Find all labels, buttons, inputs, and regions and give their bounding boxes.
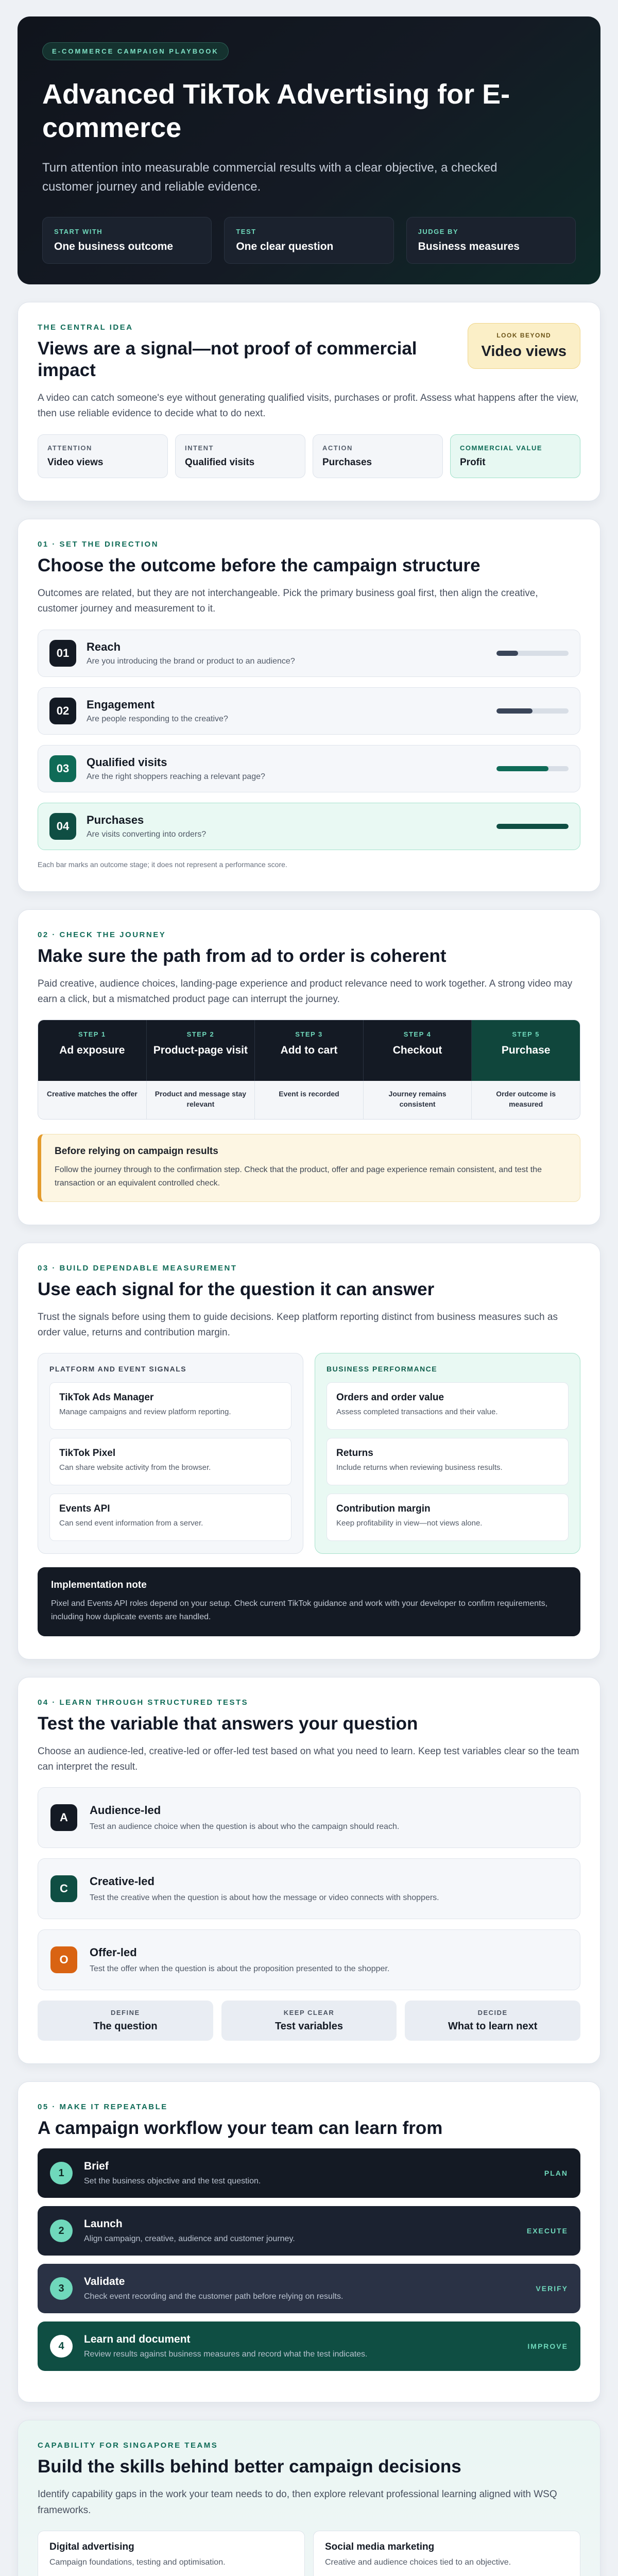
journey-step-label: Add to cart — [280, 1044, 338, 1057]
workflow-step-launch — [38, 2206, 580, 2256]
loop-value: Test variables — [275, 2021, 343, 2032]
journey-step-5 — [472, 1020, 580, 1081]
outcome-stage-bar — [496, 651, 569, 656]
journey-step-1 — [38, 1020, 147, 1081]
test-desc: Test the offer when the question is about the proposition presented to the shopper. — [90, 1964, 390, 1974]
journey-step-4 — [364, 1020, 472, 1081]
outcome-desc: Are people responding to the creative? — [87, 714, 228, 723]
workflow-section — [18, 2081, 600, 2402]
journey-step-label: Ad exposure — [59, 1044, 125, 1057]
section-lead: Trust the signals before using them to guide decisions. Keep platform reporting distinct from business measures such as order value, returns and contribution margin. — [38, 1311, 558, 1338]
loop-label: KEEP CLEAR — [283, 2009, 335, 2017]
step-title: Launch — [84, 2218, 123, 2230]
outcome-stage-bar — [496, 824, 569, 829]
step-number: 3 — [50, 2277, 73, 2300]
journey-step-label: Checkout — [392, 1044, 442, 1057]
section-lead: Identify capability gaps in the work your team needs to do, then explore relevant professional learning aligned with WSQ frameworks. — [38, 2489, 557, 2516]
outcome-desc: Are visits converting into orders? — [87, 829, 207, 839]
section-eyebrow: THE CENTRAL IDEA — [38, 323, 133, 332]
loop-step-define — [38, 2001, 213, 2041]
section-eyebrow: 02 · CHECK THE JOURNEY — [38, 930, 166, 939]
outcome-stage-fill — [496, 824, 569, 829]
journey-step-number: STEP 5 — [512, 1030, 540, 1039]
value-funnel — [38, 434, 580, 478]
outcome-desc: Are the right shoppers reaching a relevant page? — [87, 772, 265, 781]
warning-callout — [38, 1134, 580, 1201]
outcome-title: Qualified visits — [87, 755, 167, 769]
section-lead: Choose an audience-led, creative-led or offer-led test based on what you need to learn. Keep test variables clear so the team can interpret the result. — [38, 1745, 579, 1772]
step-number: 1 — [50, 2162, 73, 2184]
section-title: Choose the outcome before the campaign structure — [38, 555, 480, 575]
workflow-step-learn — [38, 2321, 580, 2371]
step-number: 2 — [50, 2219, 73, 2242]
outcome-stage-fill — [496, 651, 518, 656]
outcome-number: 04 — [49, 813, 76, 840]
loop-label: DECIDE — [477, 2009, 508, 2017]
loop-label: DEFINE — [111, 2009, 140, 2017]
test-creative-led — [38, 1858, 580, 1919]
skill-desc: Campaign foundations, testing and optimisation. — [49, 2558, 226, 2567]
section-eyebrow: CAPABILITY FOR SINGAPORE TEAMS — [38, 2441, 218, 2450]
hero-stat-value: One business outcome — [54, 240, 174, 252]
outcome-title: Engagement — [87, 698, 155, 711]
measure-title: Returns — [336, 1448, 373, 1459]
loop-value: The question — [93, 2021, 158, 2032]
loop-step-decide — [405, 2001, 580, 2041]
warning-desc: Follow the journey through to the confirmation step. Check that the product, offer and page experience remain consistent, and test the transaction or an equivalent controlled check. — [55, 1165, 542, 1188]
section-title: Test the variable that answers your question — [38, 1713, 418, 1734]
funnel-label: ACTION — [322, 444, 353, 452]
outcome-title: Purchases — [87, 813, 144, 826]
journey-step-number: STEP 1 — [78, 1030, 106, 1039]
signal-item — [49, 1382, 291, 1430]
playbook-pill: E-COMMERCE CAMPAIGN PLAYBOOK — [42, 42, 229, 60]
test-letter: O — [50, 1946, 77, 1973]
central-idea-section — [18, 302, 600, 501]
outcome-list — [38, 630, 580, 850]
journey-check: Journey remains consistent — [364, 1081, 472, 1119]
test-title: Audience-led — [90, 1804, 161, 1817]
measure-desc: Keep profitability in view—not views alone. — [336, 1519, 483, 1528]
hero-stat-test — [224, 217, 393, 264]
outcome-number: 02 — [49, 698, 76, 724]
journey-table — [38, 1020, 580, 1120]
journey-step-2 — [147, 1020, 255, 1081]
column-heading: PLATFORM AND EVENT SIGNALS — [49, 1365, 187, 1374]
measure-title: Contribution margin — [336, 1503, 431, 1515]
signal-title: TikTok Ads Manager — [59, 1392, 154, 1403]
section-lead: A video can catch someone's eye without generating qualified visits, purchases or profit. Assess what happens after the view, then use reliable evidence to decide what to do next. — [38, 393, 579, 419]
skill-desc: Creative and audience choices tied to an objective. — [325, 2558, 511, 2567]
test-desc: Test the creative when the question is about how the message or video connects with shoppers. — [90, 1893, 439, 1903]
section-title: Build the skills behind better campaign decisions — [38, 2456, 461, 2477]
skills-section — [18, 2420, 600, 2576]
signal-desc: Can share website activity from the browser. — [59, 1463, 211, 1472]
hero-stat-value: One clear question — [236, 240, 334, 252]
step-number: 4 — [50, 2335, 73, 2358]
signal-item — [49, 1494, 291, 1541]
structured-tests-section — [18, 1677, 600, 2064]
signal-desc: Manage campaigns and review platform reporting. — [59, 1408, 231, 1417]
section-lead: Outcomes are related, but they are not interchangeable. Pick the primary business goal first, then align the creative, customer journey and measurement to it. — [38, 587, 538, 615]
hero-stat-label: JUDGE BY — [418, 227, 459, 235]
journey-step-label: Purchase — [501, 1044, 551, 1057]
implementation-note — [38, 1567, 580, 1636]
funnel-stage-action — [313, 434, 443, 478]
step-tag: IMPROVE — [527, 2342, 568, 2351]
journey-step-number: STEP 2 — [186, 1030, 215, 1039]
section-title: A campaign workflow your team can learn from — [38, 2118, 443, 2139]
funnel-label: INTENT — [185, 444, 214, 452]
journey-step-label: Product-page visit — [153, 1044, 248, 1057]
journey-check: Product and message stay relevant — [147, 1081, 255, 1119]
hero-stats — [42, 217, 576, 264]
signal-title: Events API — [59, 1503, 110, 1515]
step-tag: PLAN — [544, 2169, 568, 2178]
section-title: Make sure the path from ad to order is coherent — [38, 945, 447, 966]
look-beyond-badge — [468, 323, 581, 369]
outcome-stage-fill — [496, 708, 533, 714]
outcome-title: Reach — [87, 640, 121, 653]
set-direction-section — [18, 519, 600, 892]
test-letter: A — [50, 1804, 77, 1831]
step-tag: EXECUTE — [526, 2227, 568, 2235]
outcome-number: 03 — [49, 755, 76, 782]
journey-step-3 — [255, 1020, 364, 1081]
hero-stat-start — [42, 217, 212, 264]
loop-step-keep-clear — [221, 2001, 397, 2041]
measure-item — [327, 1494, 569, 1541]
outcome-number: 01 — [49, 640, 76, 667]
skill-title: Social media marketing — [325, 2541, 435, 2553]
section-eyebrow: 04 · LEARN THROUGH STRUCTURED TESTS — [38, 1698, 249, 1707]
hero-banner — [18, 16, 600, 284]
signal-desc: Can send event information from a server. — [59, 1519, 203, 1528]
test-audience-led — [38, 1787, 580, 1848]
journey-check: Creative matches the offer — [38, 1081, 147, 1119]
funnel-value: Profit — [460, 456, 486, 468]
outcome-desc: Are you introducing the brand or product to an audience? — [87, 656, 295, 666]
business-performance-column — [315, 1353, 580, 1554]
section-eyebrow: 03 · BUILD DEPENDABLE MEASUREMENT — [38, 1263, 237, 1273]
skill-title: Digital advertising — [49, 2541, 134, 2553]
skill-card — [313, 2531, 580, 2576]
skill-card — [38, 2531, 305, 2576]
step-title: Brief — [84, 2160, 109, 2173]
step-desc: Review results against business measures and record what the test indicates. — [84, 2350, 368, 2359]
funnel-label: COMMERCIAL VALUE — [460, 444, 543, 452]
hero-stat-judge — [406, 217, 576, 264]
check-journey-section — [18, 909, 600, 1225]
section-title: Use each signal for the question it can answer — [38, 1279, 435, 1299]
funnel-value: Qualified visits — [185, 456, 255, 468]
warning-title: Before relying on campaign results — [55, 1146, 218, 1157]
outcome-note: Each bar marks an outcome stage; it does not represent a performance score. — [38, 860, 287, 869]
workflow-step-brief — [38, 2148, 580, 2198]
badge-value: Video views — [481, 343, 566, 360]
page-title: Advanced TikTok Advertising for E-commerce — [42, 79, 510, 143]
funnel-label: ATTENTION — [47, 444, 92, 452]
test-desc: Test an audience choice when the question is about who the campaign should reach. — [90, 1822, 400, 1832]
measurement-section — [18, 1243, 600, 1659]
step-title: Validate — [84, 2276, 125, 2288]
hero-subtitle: Turn attention into measurable commercial results with a clear objective, a checked customer journey and reliable evidence. — [42, 160, 497, 194]
workflow-step-validate — [38, 2264, 580, 2313]
signal-item — [49, 1438, 291, 1485]
loop-value: What to learn next — [448, 2021, 538, 2032]
note-title: Implementation note — [51, 1580, 147, 1591]
journey-check: Event is recorded — [255, 1081, 364, 1119]
funnel-value: Purchases — [322, 456, 372, 468]
outcome-qualified-visits — [38, 745, 580, 792]
section-eyebrow: 05 · MAKE IT REPEATABLE — [38, 2103, 168, 2112]
outcome-stage-fill — [496, 766, 548, 771]
signal-title: TikTok Pixel — [59, 1448, 116, 1459]
step-desc: Check event recording and the customer path before relying on results. — [84, 2292, 344, 2301]
platform-signals-column — [38, 1353, 303, 1554]
outcome-stage-bar — [496, 708, 569, 714]
funnel-value: Video views — [47, 456, 104, 468]
column-heading: BUSINESS PERFORMANCE — [327, 1365, 438, 1374]
skills-grid — [38, 2531, 580, 2576]
badge-label: LOOK BEYOND — [496, 332, 552, 339]
outcome-purchases — [38, 803, 580, 850]
hero-stat-value: Business measures — [418, 240, 520, 252]
outcome-reach — [38, 630, 580, 677]
funnel-stage-commercial-value — [450, 434, 580, 478]
section-lead: Paid creative, audience choices, landing-page experience and product relevance need to work together. A strong video may earn a click, but a mismatched product page can interrupt the journey. — [38, 978, 573, 1005]
funnel-stage-intent — [175, 434, 305, 478]
test-title: Offer-led — [90, 1946, 137, 1959]
step-desc: Set the business objective and the test question. — [84, 2177, 261, 2186]
journey-check: Order outcome is measured — [472, 1081, 580, 1119]
hero-stat-label: START WITH — [54, 227, 103, 235]
step-title: Learn and document — [84, 2333, 191, 2346]
measure-desc: Include returns when reviewing business results. — [336, 1463, 503, 1472]
note-desc: Pixel and Events API roles depend on your setup. Check current TikTok guidance and work with your developer to confirm requirements, including how duplicate events are handled. — [51, 1599, 548, 1621]
funnel-stage-attention — [38, 434, 168, 478]
test-offer-led — [38, 1929, 580, 1990]
measure-item — [327, 1438, 569, 1485]
test-letter: C — [50, 1875, 77, 1902]
measure-item — [327, 1382, 569, 1430]
journey-step-number: STEP 3 — [295, 1030, 323, 1039]
test-title: Creative-led — [90, 1875, 154, 1888]
hero-stat-label: TEST — [236, 227, 256, 235]
section-title: Views are a signal—not proof of commercial impact — [38, 338, 417, 380]
journey-step-number: STEP 4 — [403, 1030, 432, 1039]
section-eyebrow: 01 · SET THE DIRECTION — [38, 539, 159, 549]
measure-desc: Assess completed transactions and their value. — [336, 1408, 498, 1417]
outcome-stage-bar — [496, 766, 569, 771]
outcome-engagement — [38, 687, 580, 735]
test-loop — [38, 2001, 580, 2041]
measure-title: Orders and order value — [336, 1392, 444, 1403]
step-tag: VERIFY — [536, 2284, 568, 2293]
step-desc: Align campaign, creative, audience and customer journey. — [84, 2234, 295, 2244]
